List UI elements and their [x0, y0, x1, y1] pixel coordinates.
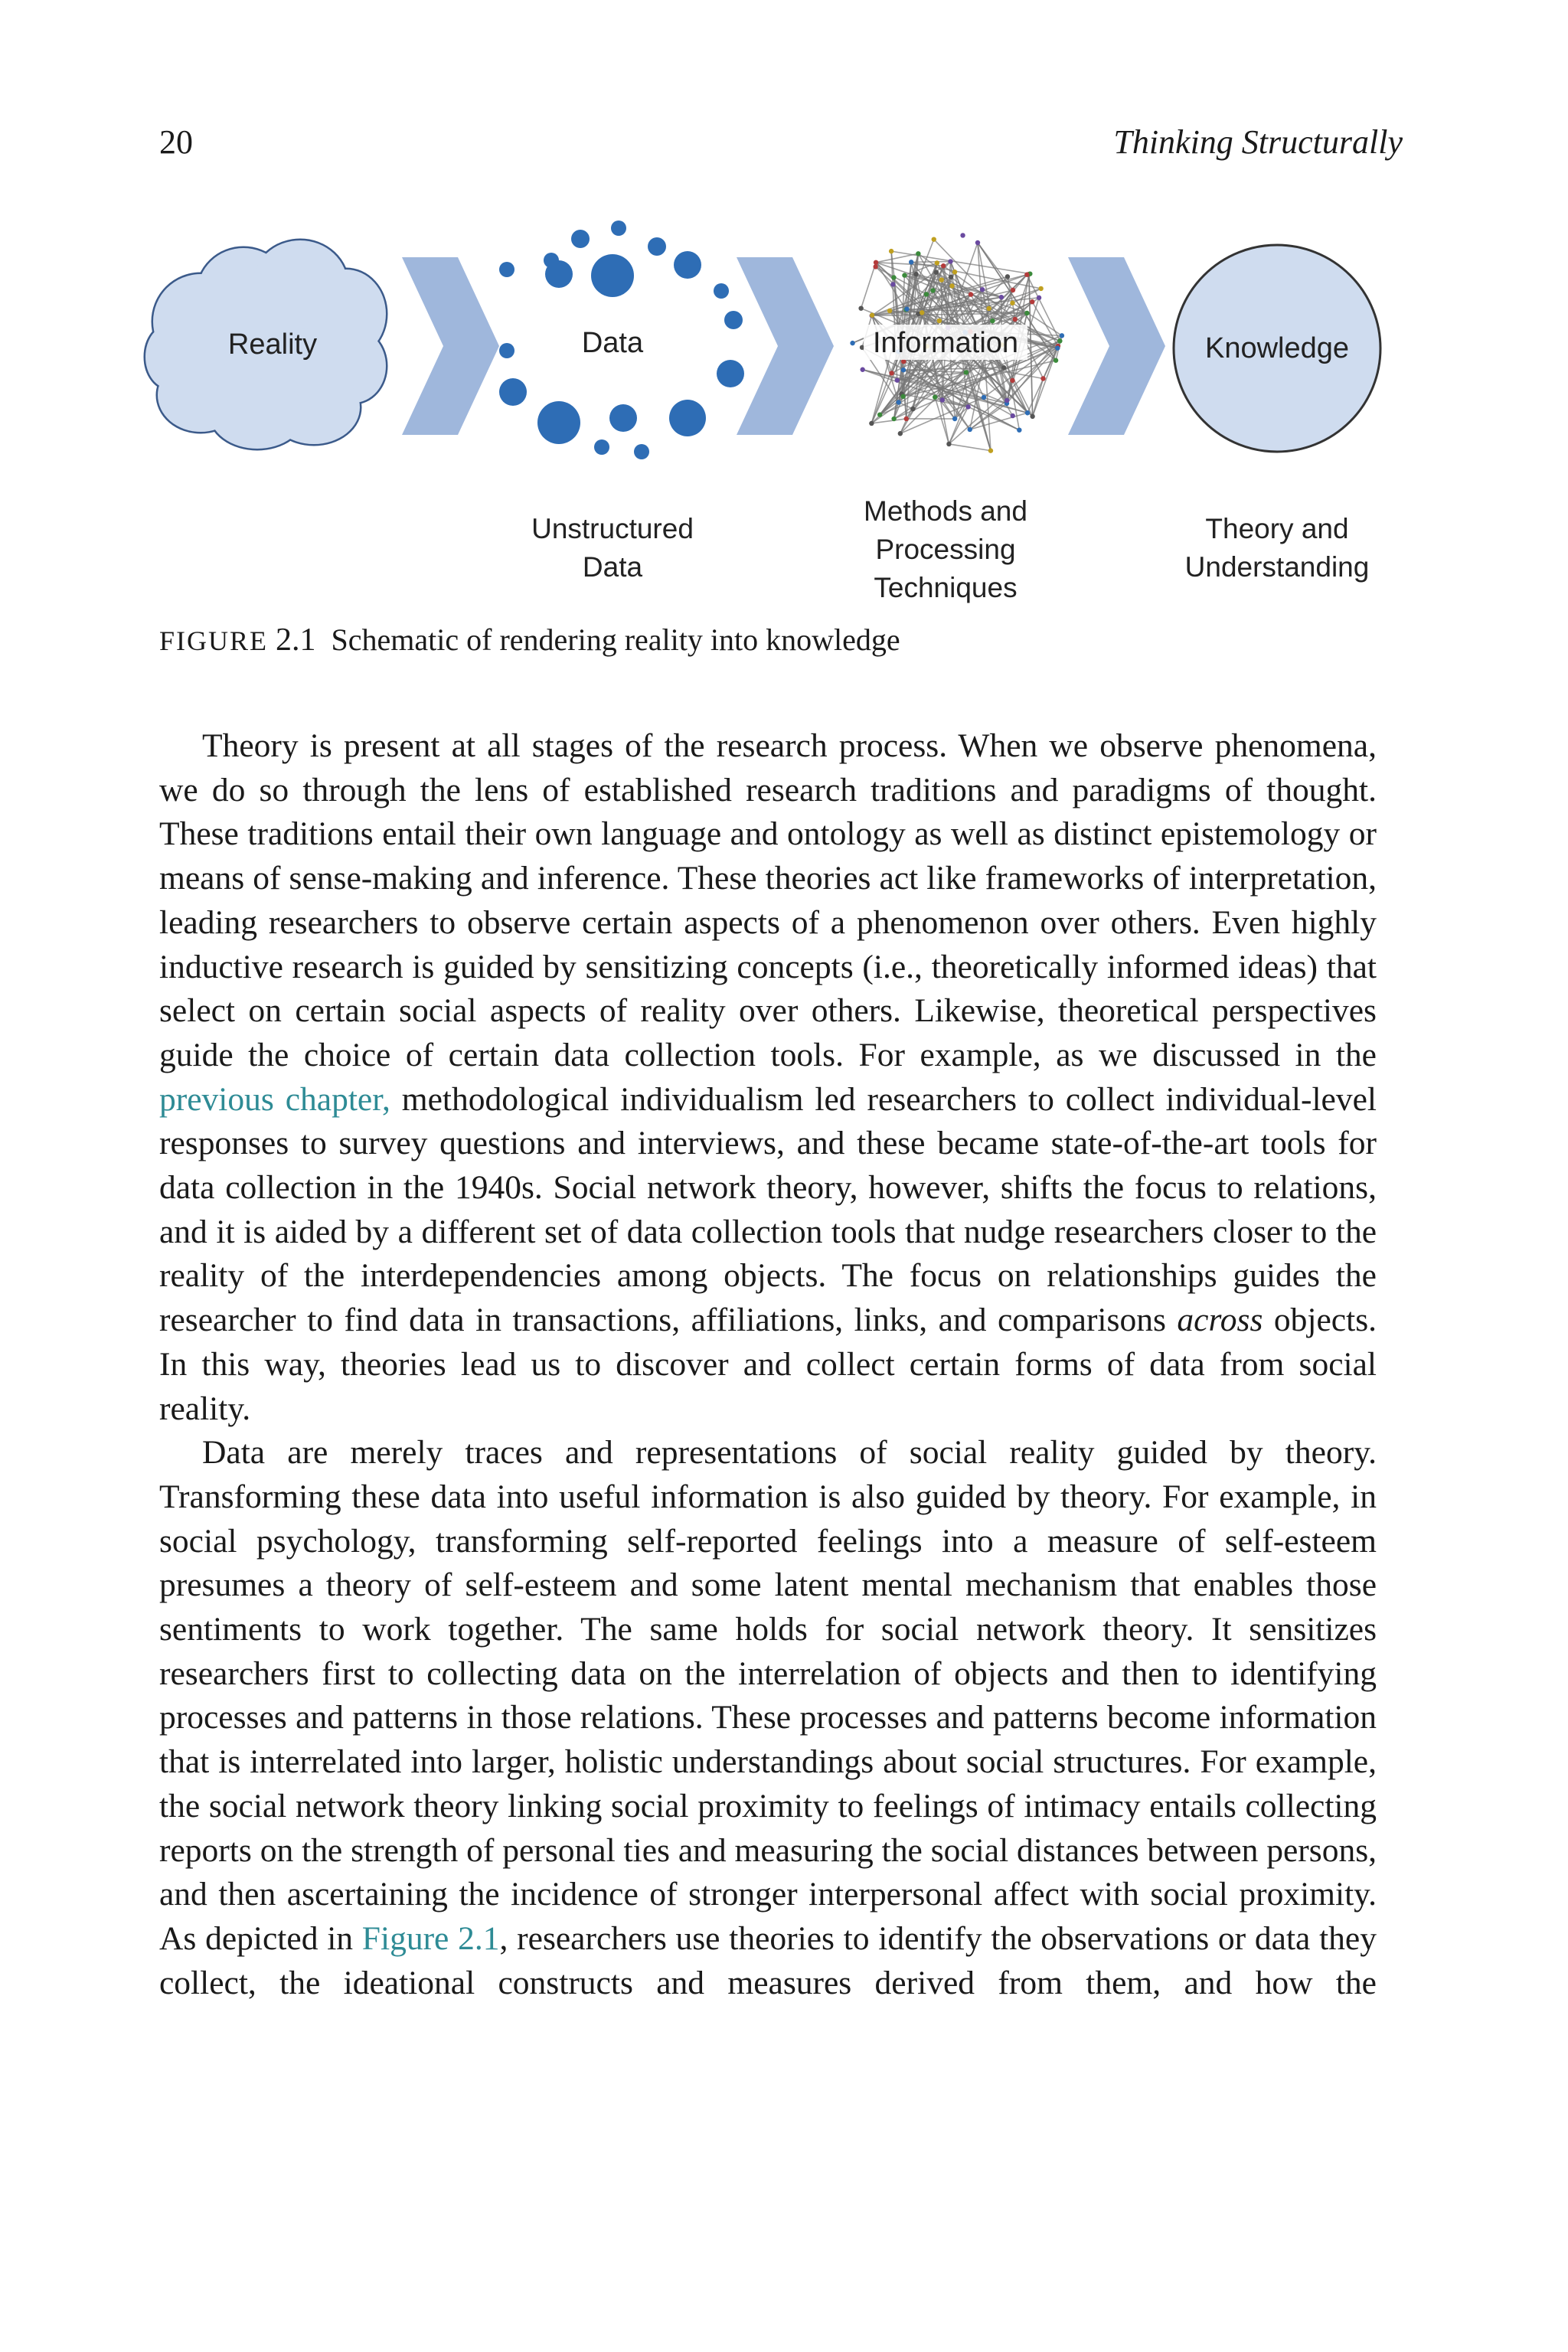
chevron-arrow-3 [1068, 257, 1165, 435]
p1-text-c: objects. In this way, theories lead us to discover and collect certain forms of data from social reality. [159, 1302, 1377, 1427]
paragraph-2 [159, 1431, 1377, 2005]
figure-schematic [0, 0, 1568, 658]
stage-label-knowledge: Knowledge [1204, 332, 1350, 364]
body-text [159, 724, 1377, 2005]
paragraph-1 [159, 724, 1377, 1431]
p1-emphasis: across [1177, 1302, 1263, 1339]
p1-text-b: methodological individualism led researchers to collect individual-level responses to survey questions and interviews, and these became state-of-the-art tools for data collection in the 1940s. Social network theory, however, shifts the focus to relations, and it is aided by a different set of data collection tools that nudge researchers closer to the reality of the interdependencies among objects. The focus on relationships guides the researcher to find data in transactions, affiliations, links, and comparisons [159, 1080, 1377, 1339]
sublabel-information-line-3: Techniques [874, 572, 1018, 603]
caption-text: Schematic of rendering reality into knowledge [331, 622, 900, 657]
sublabel-data-line-1: Unstructured [531, 513, 694, 544]
sublabel-information-line-1: Methods and [864, 495, 1027, 527]
link-figure-2-1[interactable]: Figure 2.1 [361, 1919, 500, 1957]
chevron-arrow-2 [737, 257, 834, 435]
page-number: 20 [159, 123, 193, 161]
stage-label-information: Information [872, 327, 1019, 359]
stage-label-reality: Reality [227, 328, 318, 361]
caption-number: 2.1 [276, 622, 316, 658]
p2-text-b: , researchers use theories to identify the observations or data they collect, the ideational constructs and measures derived from them, and how the [159, 1919, 1377, 2001]
sublabel-data-line-2: Data [582, 551, 643, 583]
sublabel-information-line-2: Processing [875, 534, 1016, 565]
chevron-arrow-1 [402, 257, 499, 435]
caption-label: FIGURE [159, 626, 269, 656]
stage-label-data: Data [581, 327, 644, 359]
link-previous-chapter[interactable]: previous chapter, [159, 1080, 390, 1118]
sublabel-knowledge-line-1: Theory and [1205, 513, 1349, 544]
p2-text-a: Data are merely traces and representations of social reality guided by theory. Transforming these data into useful information is also guided by theory. For example, in social psychology, transforming self-reported feelings into a measure of self-esteem presumes a theory of self-esteem and some latent mental mechanism that enables those sentiments to work together. The same holds for social network theory. It sensitizes researchers first to collecting data on the interrelation of objects and then to identifying processes and patterns in those relations. These processes and patterns become information that is interrelated into larger, holistic understandings about social structures. For example, the social network theory linking social proximity to feelings of intimacy entails collecting reports on the strength of personal ties and measuring the social distances between persons, and then ascertaining the incidence of stronger interpersonal affect with social proximity. As depicted in [159, 1434, 1377, 1957]
sublabel-knowledge-line-2: Understanding [1184, 551, 1370, 583]
running-title: Thinking Structurally [1113, 123, 1403, 161]
p1-text-a: Theory is present at all stages of the research process. When we observe phenomena, we do so through the lens of established research traditions and paradigms of thought. These traditions entail their own language and ontology as well as distinct epistemology or means of sense-making and inference. These theories act like frameworks of interpretation, leading researchers to observe certain aspects of a phenomenon over others. Even highly inductive research is guided by sensitizing concepts (i.e., theoretically informed ideas) that select on certain social aspects of reality over others. Likewise, theoretical perspectives guide the choice of certain data collection tools. For example, as we discussed in the [159, 727, 1377, 1073]
figure-caption [159, 620, 1384, 661]
